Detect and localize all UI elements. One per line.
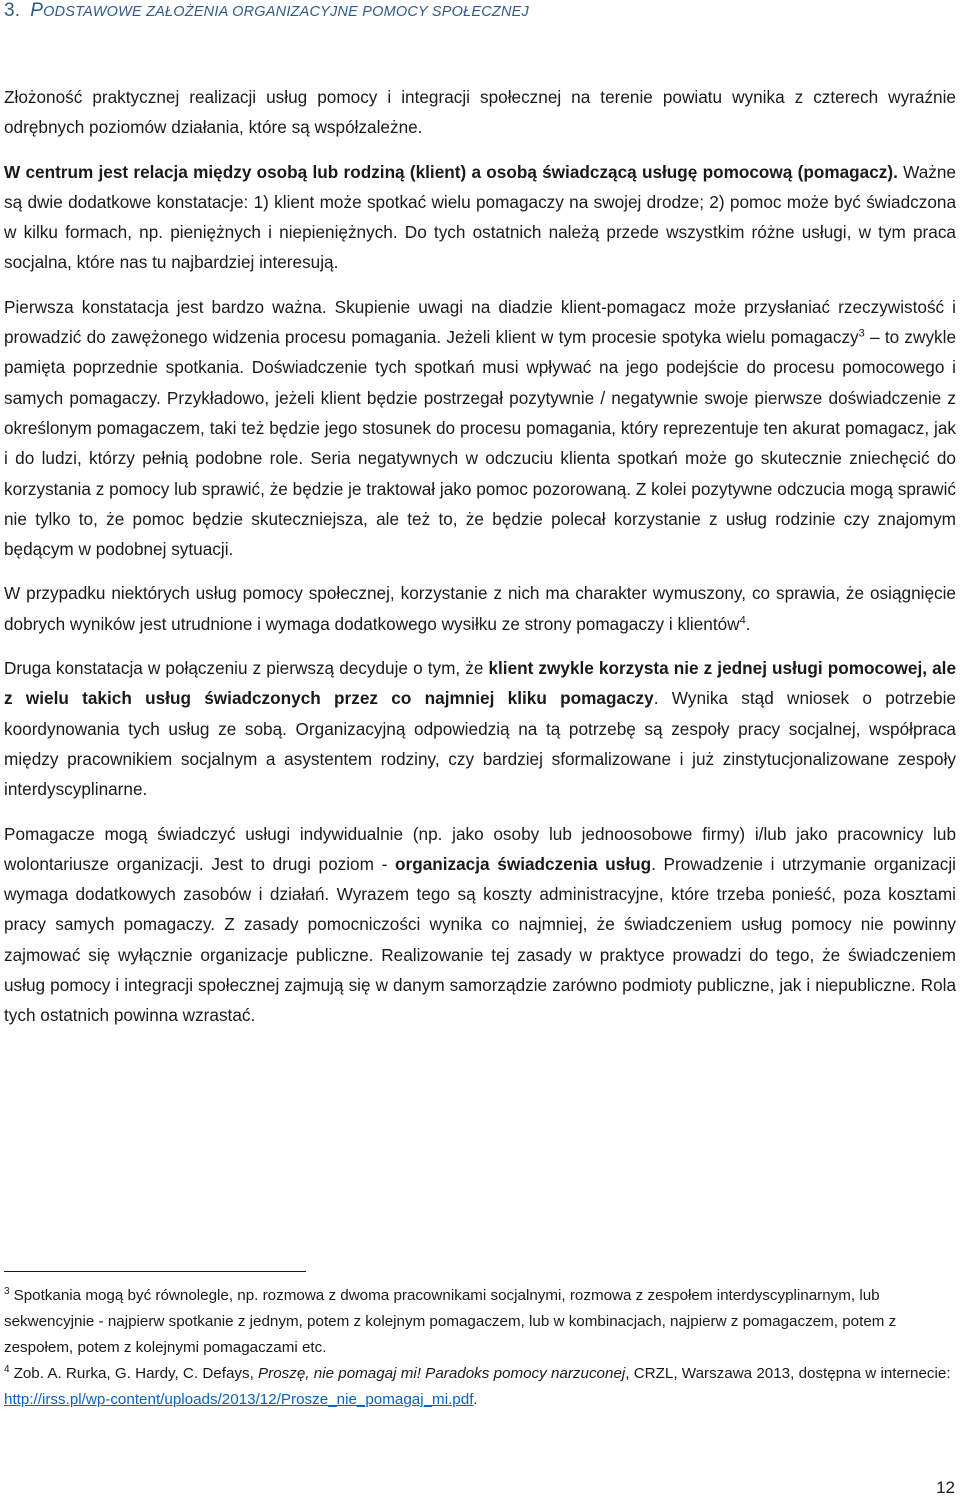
heading-first-letter: P: [30, 0, 44, 21]
footnote-separator: [4, 1271, 306, 1272]
section-heading: [4, 0, 529, 22]
reference-link[interactable]: http://irss.pl/wp-content/uploads/2013/12/Prosze_nie_pomagaj_mi.pdf: [4, 1391, 474, 1408]
cited-title: Proszę, nie pomagaj mi! Paradoks pomocy narzuconej: [258, 1365, 626, 1382]
footnote-3: $^3$ Spotkania mogą być równolegle, np. rozmowa z dwoma pracownikami socjalnymi, rozmowa z zespołem interdyscyplinarnym, lub sekwencyjnie - najpierw spotkanie z jednym, potem z kolejnym pomagaczem, lub w kombinacjach, najpierw z pomagaczem, potem z zespołem, potem z kolejnymi pomagaczami etc.: [4, 1285, 897, 1356]
footnote-ref-3[interactable]: 3: [858, 327, 865, 340]
footnotes: [4, 1283, 956, 1413]
bold-statement: klient zwykle korzysta nie z jednej usługi pomocowej, ale z wielu takich usług świadczonych przez co najmniej kliku pomagaczy: [4, 658, 956, 709]
page-number: 12: [936, 1478, 955, 1497]
heading-rest: ODSTAWOWE ZAŁOŻENIA ORGANIZACYJNE POMOCY SPOŁECZNEJ: [43, 4, 529, 20]
paragraph-2: W centrum jest relacja między osobą lub rodziną (klient) a osobą świadczącą usługę pomocową (pomagacz). Ważne są dwie dodatkowe konstatacje: 1) klient może spotkać wielu pomagaczy na swojej drodze; 2) pomoc może być świadczona w kilku formach, np. pieniężnych i niepieniężnych. Do tych ostatnich należą przede wszystkim różne usługi, w tym praca socjalna, które nas tu najbardziej interesują.: [4, 161, 956, 273]
footnote-number: 4: [4, 1363, 10, 1375]
bold-statement: W centrum jest relacja między osobą lub rodziną (klient) a osobą świadczącą usługę pomocową (pomagacz).: [4, 161, 898, 182]
footnote-number: 3: [4, 1285, 10, 1297]
paragraph-1: Złożoność praktycznej realizacji usług pomocy i integracji społecznej na terenie powiatu wynika z czterech wyraźnie odrębnych poziomów działania, które są współzależne.: [4, 87, 956, 138]
paragraph-3: Pierwsza konstatacja jest bardzo ważna. Skupienie uwagi na diadzie klient-pomagacz może przysłaniać rzeczywistość i prowadzić do zawężonego widzenia procesu pomagania. Jeżeli klient w tym procesie spotyka wielu pomagaczy$^3$ – to zwykle pamięta poprzednie spotkania. Doświadczenie tych spotkań musi wpływać na jego podejście do procesu pomocowego i samych pomagaczy. Przykładowo, jeżeli klient będzie postrzegał pozytywnie / negatywnie swoje pierwsze doświadczenie z określonym pomagaczem, taki też będzie jego stosunek do procesu pomagania, który reprezentuje ten akurat pomagacz, jak i do ludzi, którzy pełnią podobne role. Seria negatywnych w odczuciu klienta spotkań może go skutecznie zniechęcić do korzystania z pomocy lub sprawić, że będzie je traktował jako pomoc pozorowaną. Z kolei pozytywne odczucia mogą sprawić nie tylko to, że pomoc będzie skuteczniejsza, ale też to, że będzie polecał korzystanie z usług rodzinie czy znajomym będącym w podobnej sytuacji.: [4, 296, 957, 560]
footnote-ref-4[interactable]: 4: [739, 614, 746, 627]
paragraph-5: Druga konstatacja w połączeniu z pierwszą decyduje o tym, że klient zwykle korzysta nie z jednej usługi pomocowej, ale z wielu takich usług świadczonych przez co najmniej kliku pomagaczy. Wynika stąd wniosek o potrzebie koordynowania tych usług ze sobą. Organizacyjną odpowiedzią na tą potrzebę są zespoły pracy socjalnej, współpraca między pracownikiem socjalnym a asystentem rodziny, czy bardziej sformalizowane i już zinstytucjonalizowane zespoły interdyscyplinarne.: [4, 658, 956, 800]
section-number: 3.: [4, 0, 21, 21]
paragraph-6: Pomagacze mogą świadczyć usługi indywidualnie (np. jako osoby lub jednoosobowe firmy) i/lub jako pracownicy lub wolontariusze organizacji. Jest to drugi poziom - organizacja świadczenia usług. Prowadzenie i utrzymanie organizacji wymaga dodatkowych zasobów i działań. Wyrazem tego są koszty administracyjne, które trzeba ponieść, poza kosztami pracy samych pomagaczy. Z zasady pomocniczości wynika co najmniej, że świadczeniem usług pomocy nie powinny zajmować się wyłącznie organizacje publiczne. Realizowanie tej zasady w praktyce prowadzi do tego, że świadczeniem usług pomocy i integracji społecznej zajmują się w danym samorządzie zarówno podmioty publiczne, jak i niepubliczne. Rola tych ostatnich powinna wzrastać.: [4, 823, 957, 1026]
paragraph-4: W przypadku niektórych usług pomocy społecznej, korzystanie z nich ma charakter wymuszony, co sprawia, że osiągnięcie dobrych wyników jest utrudnione i wymaga dodatkowego wysiłku ze strony pomagaczy i klientów$^4$.: [4, 583, 956, 634]
body-text: [4, 82, 956, 1045]
footnote-4: $^4$ Zob. A. Rurka, G. Hardy, C. Defays, Proszę, nie pomagaj mi! Paradoks pomocy narzuconej, CRZL, Warszawa 2013, dostępna w internecie: http://irss.pl/wp-content/uploads/2013/12/Prosze_nie_pomagaj_mi.pdf.: [4, 1363, 951, 1408]
bold-statement: organizacja świadczenia usług: [395, 853, 652, 874]
